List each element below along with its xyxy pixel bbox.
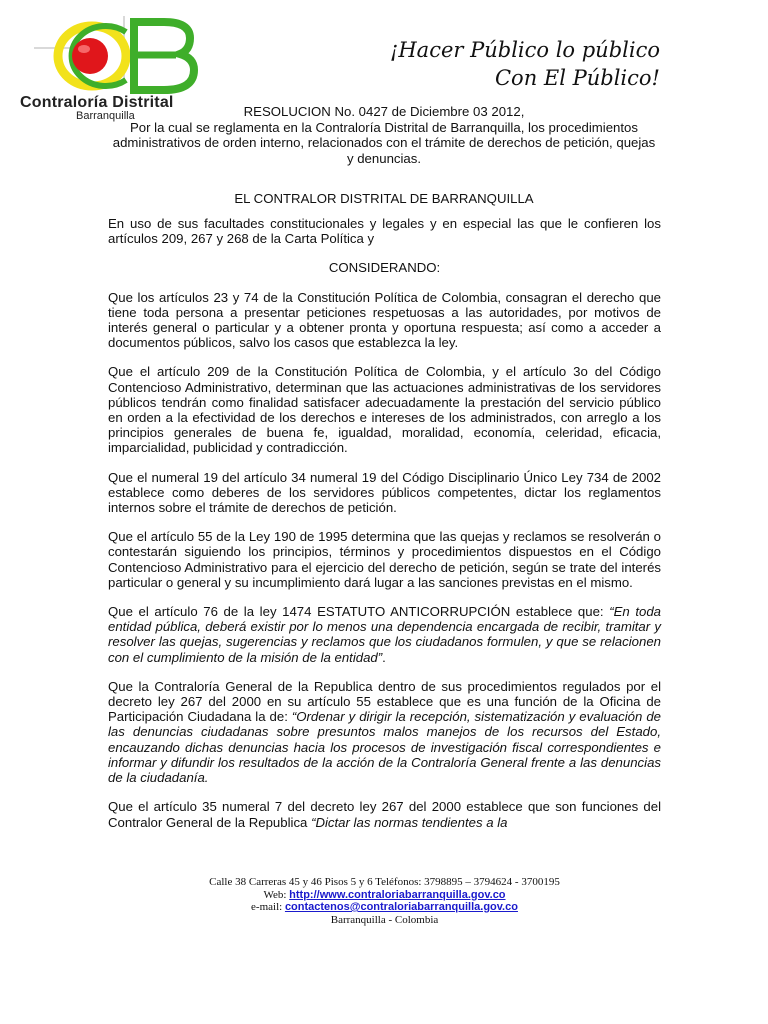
paragraph-articulos-23-74: Que los artículos 23 y 74 de la Constitución Política de Colombia, consagran el derecho que tiene toda persona a presentar peticiones respetuosas a las autoridades, por motivos de interés general o particular y a obtener pronta y oportuna respuesta; así como a acceder a documentos públicos, salvo los casos que establezca la ley. [108, 289, 661, 351]
considerando-heading: CONSIDERANDO: [328, 260, 441, 276]
logo-org-name: Contraloría Distrital [20, 94, 174, 111]
website-link[interactable]: http://www.contraloriabarranquilla.gov.co [289, 888, 506, 901]
resolution-heading [108, 104, 660, 166]
contralor-title: EL CONTRALOR DISTRITAL DE BARRANQUILLA [234, 191, 534, 206]
paragraph-decreto-267-art-35 [108, 799, 661, 829]
page-footer [108, 876, 661, 926]
decreto-267-intro: Que la Contraloría General de la Republica dentro de sus procedimientos regulados por el decreto ley 267 del 2000 en su artículo 55 establece que es una función de la Oficina de Participación Ciudadana la de: [108, 678, 661, 725]
paragraph-decreto-267-art-55 [108, 679, 661, 785]
logo-city: Barranquilla [76, 110, 135, 122]
paragraph-ley-734: Que el numeral 19 del artículo 34 numeral 19 del Código Disciplinario Único Ley 734 de 2002 establece como deberes de los servidores públicos competentes, dictar los reglamentos internos sobre el trámite de derechos de petición. [108, 469, 661, 516]
ley-1474-quote: “En toda entidad pública, deberá existir por lo menos una dependencia encargada de recibir, tramitar y resolver las quejas, sugerencias y reclamos que los ciudadanos formulen, y que se relacionen con el cumplimiento de la misión de la entidad” [108, 604, 661, 665]
footer-address: Calle 38 Carreras 45 y 46 Pisos 5 y 6 Teléfonos: 3798895 – 3794624 - 3700195 [209, 876, 560, 888]
email-link[interactable]: contactenos@contraloriabarranquilla.gov.co [284, 901, 518, 913]
paragraph-ley-190: Que el artículo 55 de la Ley 190 de 1995 determina que las quejas y reclamos se resolverán o contestarán siguiendo los principios, términos y procedimientos dispuestos en el Código Contencioso Administrativo para el ejercicio del derecho de petición, según se trate del interés particular o general y su incumplimiento dará lugar a las sanciones previstas en el mismo. [108, 529, 661, 590]
paragraph-articulo-209: Que el artículo 209 de la Constitución Política de Colombia, y el artículo 3o del Código Contencioso Administrativo, determinan que las actuaciones administrativas de los servidores públicos tendrán como finalidad satisfacer adecuadamente la prestación del servicio público en orden a la efectividad de los derechos e intereses de los administrados, con arreglo a los principios generales de buena fe, igualdad, moralidad, economía, celeridad, eficacia, imparcialidad, publicidad y contradicción. [108, 364, 661, 456]
contraloria-logo-icon [34, 12, 204, 102]
footer-email-label: e-mail: [251, 901, 285, 913]
footer-web-label: Web: [263, 888, 290, 901]
ley-1474-intro: Que el artículo 76 de la ley 1474 ESTATUTO ANTICORRUPCIÓN establece que: [108, 604, 610, 620]
paragraph-ley-1474 [108, 604, 661, 665]
art-35-intro: Que el artículo 35 numeral 7 del decreto ley 267 del 2000 establece que son funciones del Contralor General de la Republica [108, 799, 661, 830]
footer-web [108, 889, 661, 902]
slogan [390, 36, 660, 92]
art-35-quote: “Dictar las normas tendientes a la [311, 814, 508, 830]
slogan-line-2: Con El Público! [494, 66, 660, 90]
footer-email [108, 901, 661, 914]
decreto-267-quote: “Ordenar y dirigir la recepción, sistematización y evaluación de las denuncias ciudadanas sobre presuntos malos manejos de los recursos del Estado, encauzando dichas denuncias hacia los procesos de investigación fiscal correspondientes e informar y difundir los resultados de la acción de la Contraloría General frente a las denuncias de la ciudadanía. [108, 709, 661, 786]
slogan-line-1: ¡Hacer Público lo público [389, 38, 660, 62]
footer-city: Barranquilla - Colombia [330, 913, 439, 926]
paragraph-facultades: En uso de sus facultades constitucionales y legales y en especial las que le confieren los artículos 209, 267 y 268 de la Carta Política y [108, 216, 661, 247]
resolution-number: RESOLUCION No. 0427 de Diciembre 03 2012, [243, 104, 525, 119]
ley-1474-end: . [382, 649, 386, 665]
document-body [108, 216, 661, 844]
resolution-subject: Por la cual se reglamenta en la Contraloría Distrital de Barranquilla, los procedimientos administrativos de orden interno, relacionados con el trámite de derechos de petición, quejas y denuncias. [112, 119, 656, 166]
